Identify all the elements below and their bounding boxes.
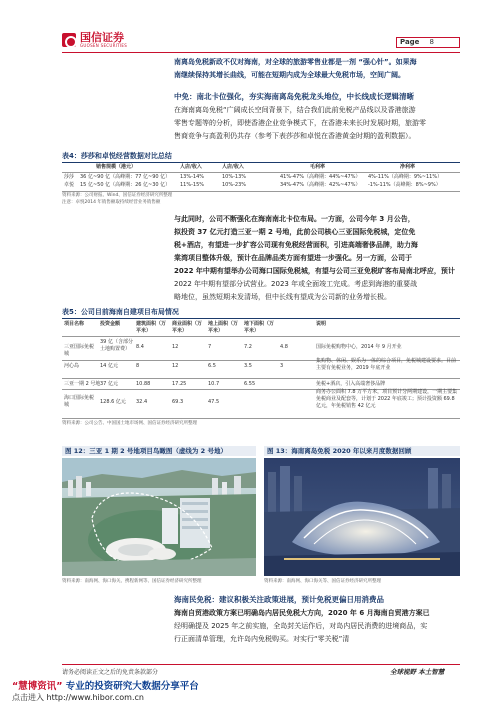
table4-note: 注意：卓悦2014 年销售额取持续经营业务销售额 — [62, 200, 161, 205]
watermark-url[interactable]: http://www.hibor.com.cn — [44, 693, 144, 702]
table5-cell: 8 — [136, 363, 140, 369]
table4-header: 净利率 — [400, 164, 416, 170]
table4-header: 销售规模（港元） — [96, 164, 137, 170]
table5-header: 商业面积（万平米） — [172, 321, 203, 334]
table5-cell-name: 海口国际免税城 — [64, 395, 95, 408]
figure13-title: 图 13：海南离岛免税 2020 年以来月度数据回顾 — [264, 446, 460, 456]
intro-line-1: 南离岛免税新政不仅对海南，对全球的旅游零售业都是一剂 “强心针”。如果海 — [174, 58, 417, 66]
table5-cell: 17.25 — [172, 381, 187, 387]
section2-line: 2022 年中期有望部分试营业。2023 年或全面竣工完成。考虑到海港的重要战 — [174, 280, 418, 288]
section1-p1: 在海南离岛免税“广阔成长空间背景下，结合我们此前免税产品线以及香港旅游 — [174, 106, 416, 114]
figure13-image — [264, 458, 460, 576]
footer-disclaimer: 请务必阅读正文之后的免责条款部分 — [62, 669, 159, 676]
table5-cell-desc: 免税+酒店，引入高端奢侈品牌 — [316, 381, 386, 387]
table5-bottom-rule — [62, 418, 460, 419]
table5-cell-desc: 商务办公面积 7.8 万平方米，项目预计分两期建设，一期主要集免税商业及配套等，计划于 2022 年底竣工；预计投资额 69.8 亿元，年免税销售 42 亿元 — [316, 389, 458, 409]
night-render-image — [264, 458, 460, 576]
table5-header: 地上面积（万平米） — [208, 321, 239, 334]
logo-en: GUOSEN SECURITIES — [80, 43, 128, 48]
table5-cell: 69.3 — [172, 399, 184, 405]
table5-header: 说明 — [316, 321, 327, 327]
table4-cell: 15 亿~50 亿（高峰期：26 亿~30 亿） — [80, 182, 171, 188]
table5-header: 建筑面积（万平米） — [136, 321, 167, 334]
table4-cell: 11%-15% — [180, 182, 205, 188]
section3-heading: 海南民免税：建议积极关注政策进展，预计免税更偏日用消费品 — [174, 595, 384, 604]
watermark-brand: “慧博资讯” — [12, 681, 63, 692]
section3-line: 行正面清单管理，允许岛内免税购买。对实行“零关税”清 — [174, 635, 350, 643]
figure13-source: 资料来源：南海网、海口海关等、国信证券经济研究所整理 — [264, 579, 381, 584]
page-indicator — [396, 37, 460, 48]
table5-source: 资料来源：公司公告、中国国土地市场网、国信证券经济研究所整理 — [62, 421, 197, 426]
table5-cell: 3 — [280, 363, 284, 369]
table5-cell: 3.5 — [244, 363, 252, 369]
table4-title: 表4：莎莎和卓悦经营数据对比总结 — [62, 152, 172, 160]
aerial-render-image — [62, 458, 256, 576]
table4-cell: 34%-47%（高峰期：42%~47%） — [280, 182, 361, 188]
table5-cell: 10.7 — [208, 381, 220, 387]
company-logo — [62, 32, 127, 48]
table5-cell-name: 河心岛 — [64, 363, 80, 369]
header-divider — [62, 52, 460, 53]
table5-title: 表5：公司目前海南自建项目布局情况 — [62, 308, 179, 316]
footer-divider — [62, 664, 460, 665]
table5-row-rule — [62, 378, 460, 379]
table5-cell: 6.5 — [208, 363, 216, 369]
watermark-link[interactable] — [12, 692, 144, 703]
table5-cell: 12 — [172, 344, 179, 350]
table4-cell: 莎莎 — [64, 174, 75, 180]
table4-cell: 4%-11%（高峰期：9%~11%） — [368, 174, 443, 180]
section2-line: 与此同时，公司不断强化在海南南北卡位布局。一方面，公司今年 3 月公告， — [174, 215, 415, 223]
table5-cell: 4.8 — [280, 344, 288, 350]
table5-top-rule — [62, 318, 460, 319]
table4-cell: 10%-13% — [222, 174, 247, 180]
table5-cell-name: 三亚国际免税城 — [64, 344, 95, 357]
table5-cell: 7 — [208, 344, 212, 350]
logo-icon — [62, 33, 76, 47]
watermark-visit: 点击进入 — [12, 693, 44, 702]
table5-cell-desc: 集购物、休闲、娱乐为一体的综合项目，免税城建设要求。目前主要有免税业务，2019 年底开业 — [316, 358, 457, 371]
table5-cell-invest: 128.6 亿元 — [100, 399, 126, 405]
table4-cell: 10%-23% — [222, 182, 247, 188]
section2-line: 税+酒店，有望进一步扩容公司现有免税经营面积，引进高端奢侈品牌，助力海 — [174, 241, 418, 249]
table5-cell-invest: 39 亿（含部分土地购置费） — [100, 339, 133, 352]
watermark-tagline: 专业的投资研究大数据分享平台 — [62, 681, 199, 692]
section1-heading: 中免：南北卡位强化，夯实海南离岛免税龙头地位，中长线成长逻辑清晰 — [174, 92, 414, 101]
figure12-title: 图 12：三亚 1 期 2 号地项目鸟瞰图（虚线为 2 号地） — [62, 446, 256, 456]
table5-cell-desc: 国际免税购物中心，2014 年 9 月开业 — [316, 344, 402, 350]
table4-top-rule — [62, 162, 460, 163]
table5-cell: 7.2 — [244, 344, 252, 350]
figure12-image — [62, 458, 256, 576]
section2-line: 略地位，虽然短期未发清场，但中长线有望成为公司新的业务增长极。 — [174, 293, 391, 301]
page-label: Page — [400, 38, 420, 46]
table5-cell-invest: 14 亿元 — [100, 363, 118, 369]
table5-header: 项目名称 — [64, 321, 85, 327]
table5-cell: 47.5 — [208, 399, 220, 405]
page-header — [0, 0, 499, 56]
table4-cell: -1%-11%（高峰期：8%~9%） — [368, 182, 441, 188]
section2-line: 拟投资 37 亿元打造三亚一期 2 号地，此前公司核心三亚国际免税城，定位免 — [174, 228, 416, 236]
table5-cell: 10.88 — [136, 381, 151, 387]
table4-header: 毛利率 — [310, 164, 326, 170]
table4-source: 资料来源：公司财报、Wind、国信证券经济研究所整理 — [62, 193, 173, 198]
figure12-source: 资料来源：南海网、海口海关、携程新网等、国信证券经济研究所整理 — [62, 579, 202, 584]
footer-slogan: 全球视野 本土智慧 — [390, 668, 445, 676]
table4-cell: 36 亿~90 亿（高峰期：77 亿~90 亿） — [80, 174, 171, 180]
table4-cell: 13%-14% — [180, 174, 205, 180]
table4-header-rule — [62, 172, 460, 173]
table4-cell: 卓悦 — [64, 182, 75, 188]
section3-line: 经明确提及 2025 年之前实施，全岛封关运作后，对岛内居民消费的进境商品，实 — [174, 622, 428, 630]
table4-header: 人店/收入 — [222, 164, 244, 170]
watermark-banner — [12, 678, 199, 692]
table5-cell: 6.55 — [244, 381, 256, 387]
table5-header-rule — [62, 336, 460, 337]
table5-cell: 32.4 — [136, 399, 148, 405]
section3-line: 海南自贸港政策方案已明确岛内居民免税大方向，2020 年 6 月海南自贸港方案已 — [174, 609, 430, 617]
section1-p3: 售商竞争与高盈利仍共存（参考下表莎莎和卓悦在香港黄金时期的盈利数据）。 — [174, 132, 416, 140]
table5-header: 投资金额 — [100, 321, 121, 327]
table5-header: 地下面积（万平米） — [244, 321, 275, 334]
logo-cn: 国信证券 — [80, 31, 124, 44]
section2-line: 棠湾项目整体升级，预计在品牌品类方面有望进一步强化。另一方面，公司于 — [174, 254, 412, 262]
section1-p2: 零售专题等的分析，即使香港企业竞争模式下，在香港未来长时发展时期，旅游零 — [174, 119, 426, 127]
page-number: 8 — [429, 38, 434, 46]
table5-cell: 12 — [172, 363, 179, 369]
table4-cell: 41%-47%（高峰期：44%~47%） — [280, 174, 361, 180]
table4-header: 人店/收入 — [180, 164, 202, 170]
section2-line: 2022 年中期有望举办公司海口国际免税城，有望与公司三亚免税旷客布局南北呼应，预计 — [174, 267, 455, 275]
table5-cell-name: 三亚一期 2 号地 — [64, 381, 101, 387]
intro-line-2: 南继续保持其增长曲线，可能在短期内成为全球最大免税市场，空间广阔。 — [174, 71, 405, 79]
table5-cell: 8.4 — [136, 344, 144, 350]
table5-cell-invest: 37 亿元 — [100, 381, 118, 387]
